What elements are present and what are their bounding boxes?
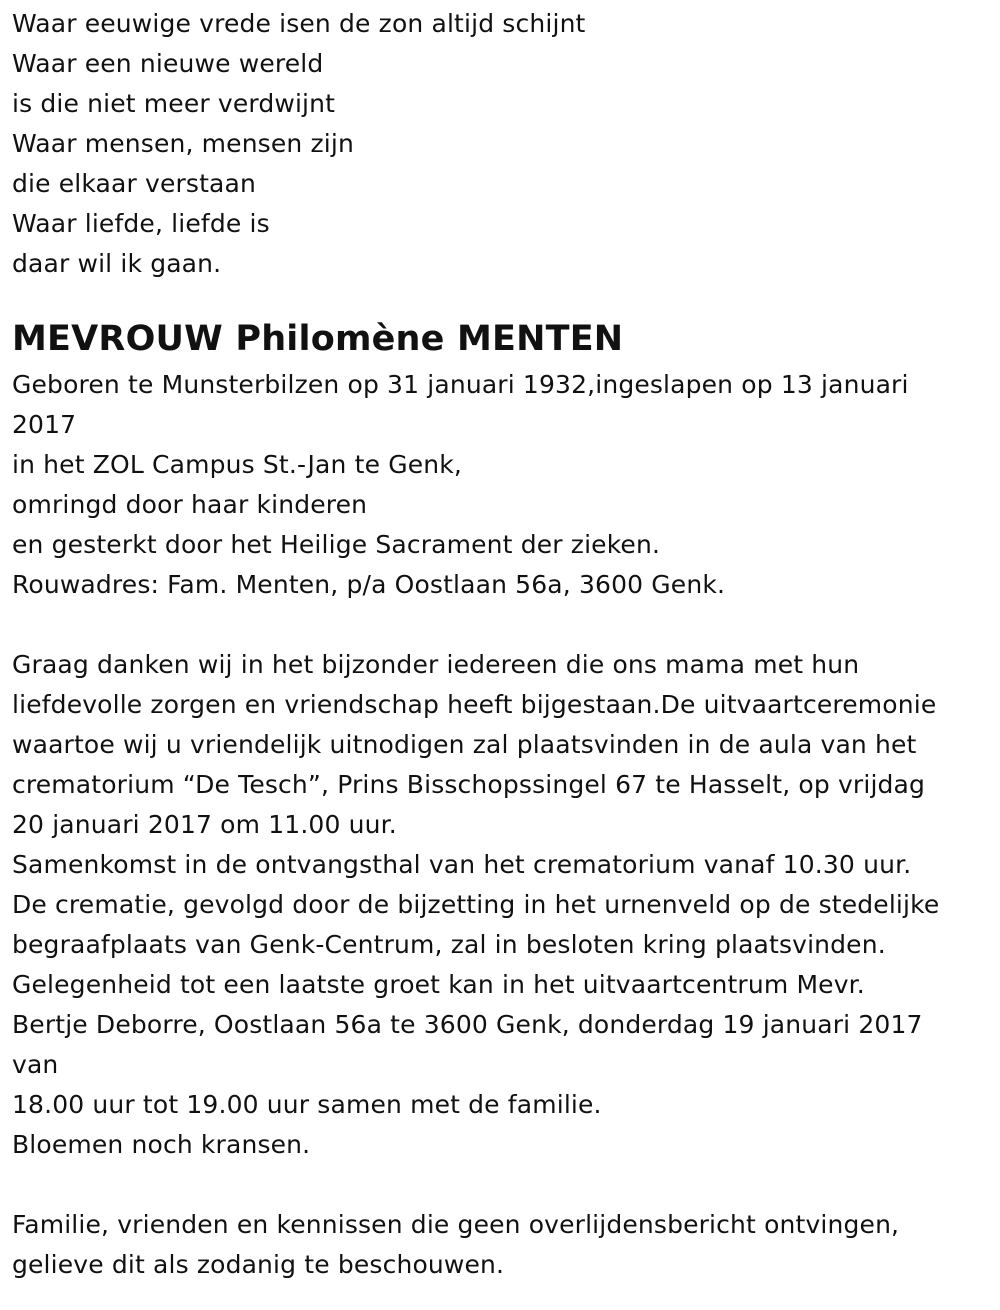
- body-line: Gelegenheid tot een laatste groet kan in het uitvaartcentrum Mevr.: [12, 970, 865, 999]
- body-line: liefdevolle zorgen en vriendschap heeft bijgestaan.De uitvaartceremonie: [12, 690, 937, 719]
- details-line: en gesterkt door het Heilige Sacrament der zieken.: [12, 530, 661, 559]
- body-line: 20 januari 2017 om 11.00 uur.: [12, 810, 397, 839]
- body-line: crematorium “De Tesch”, Prins Bisschopssingel 67 te Hasselt, op vrijdag: [12, 770, 926, 799]
- closing-line: Familie, vrienden en kennissen die geen overlijdensbericht ontvingen,: [12, 1210, 900, 1239]
- details-line: 2017: [12, 410, 77, 439]
- body-line: Graag danken wij in het bijzonder iedereen die ons mama met hun: [12, 650, 860, 679]
- details-line: in het ZOL Campus St.-Jan te Genk,: [12, 450, 462, 479]
- details-line: Rouwadres: Fam. Menten, p/a Oostlaan 56a, 3600 Genk.: [12, 570, 726, 599]
- paragraph-gap: [12, 1165, 988, 1205]
- poem-section: [12, 4, 988, 284]
- body-line: 18.00 uur tot 19.00 uur samen met de familie.: [12, 1090, 602, 1119]
- body-line: De crematie, gevolgd door de bijzetting in het urnenveld op de stedelijke: [12, 890, 940, 919]
- body-line: Bertje Deborre, Oostlaan 56a te 3600 Genk, donderdag 19 januari 2017: [12, 1010, 923, 1039]
- poem-line: is die niet meer verdwijnt: [12, 89, 336, 118]
- paragraph-gap: [12, 605, 988, 645]
- body-section: [12, 645, 988, 1165]
- body-line: Samenkomst in de ontvangsthal van het crematorium vanaf 10.30 uur.: [12, 850, 912, 879]
- closing-line: gelieve dit als zodanig te beschouwen.: [12, 1250, 505, 1279]
- deceased-name-title: MEVROUW Philomène MENTEN: [12, 319, 624, 359]
- poem-line: Waar eeuwige vrede isen de zon altijd schijnt: [12, 9, 586, 38]
- details-section: [12, 365, 988, 605]
- poem-line: Waar liefde, liefde is: [12, 209, 270, 238]
- poem-line: die elkaar verstaan: [12, 169, 256, 198]
- body-line: Bloemen noch kransen.: [12, 1130, 311, 1159]
- poem-line: daar wil ik gaan.: [12, 249, 222, 278]
- closing-section: [12, 1205, 988, 1285]
- body-line: van: [12, 1050, 59, 1079]
- details-line: Geboren te Munsterbilzen op 31 januari 1932,ingeslapen op 13 januari: [12, 370, 909, 399]
- body-line: begraafplaats van Genk-Centrum, zal in besloten kring plaatsvinden.: [12, 930, 886, 959]
- body-line: waartoe wij u vriendelijk uitnodigen zal plaatsvinden in de aula van het: [12, 730, 917, 759]
- poem-line: Waar mensen, mensen zijn: [12, 129, 354, 158]
- poem-line: Waar een nieuwe wereld: [12, 49, 324, 78]
- details-line: omringd door haar kinderen: [12, 490, 368, 519]
